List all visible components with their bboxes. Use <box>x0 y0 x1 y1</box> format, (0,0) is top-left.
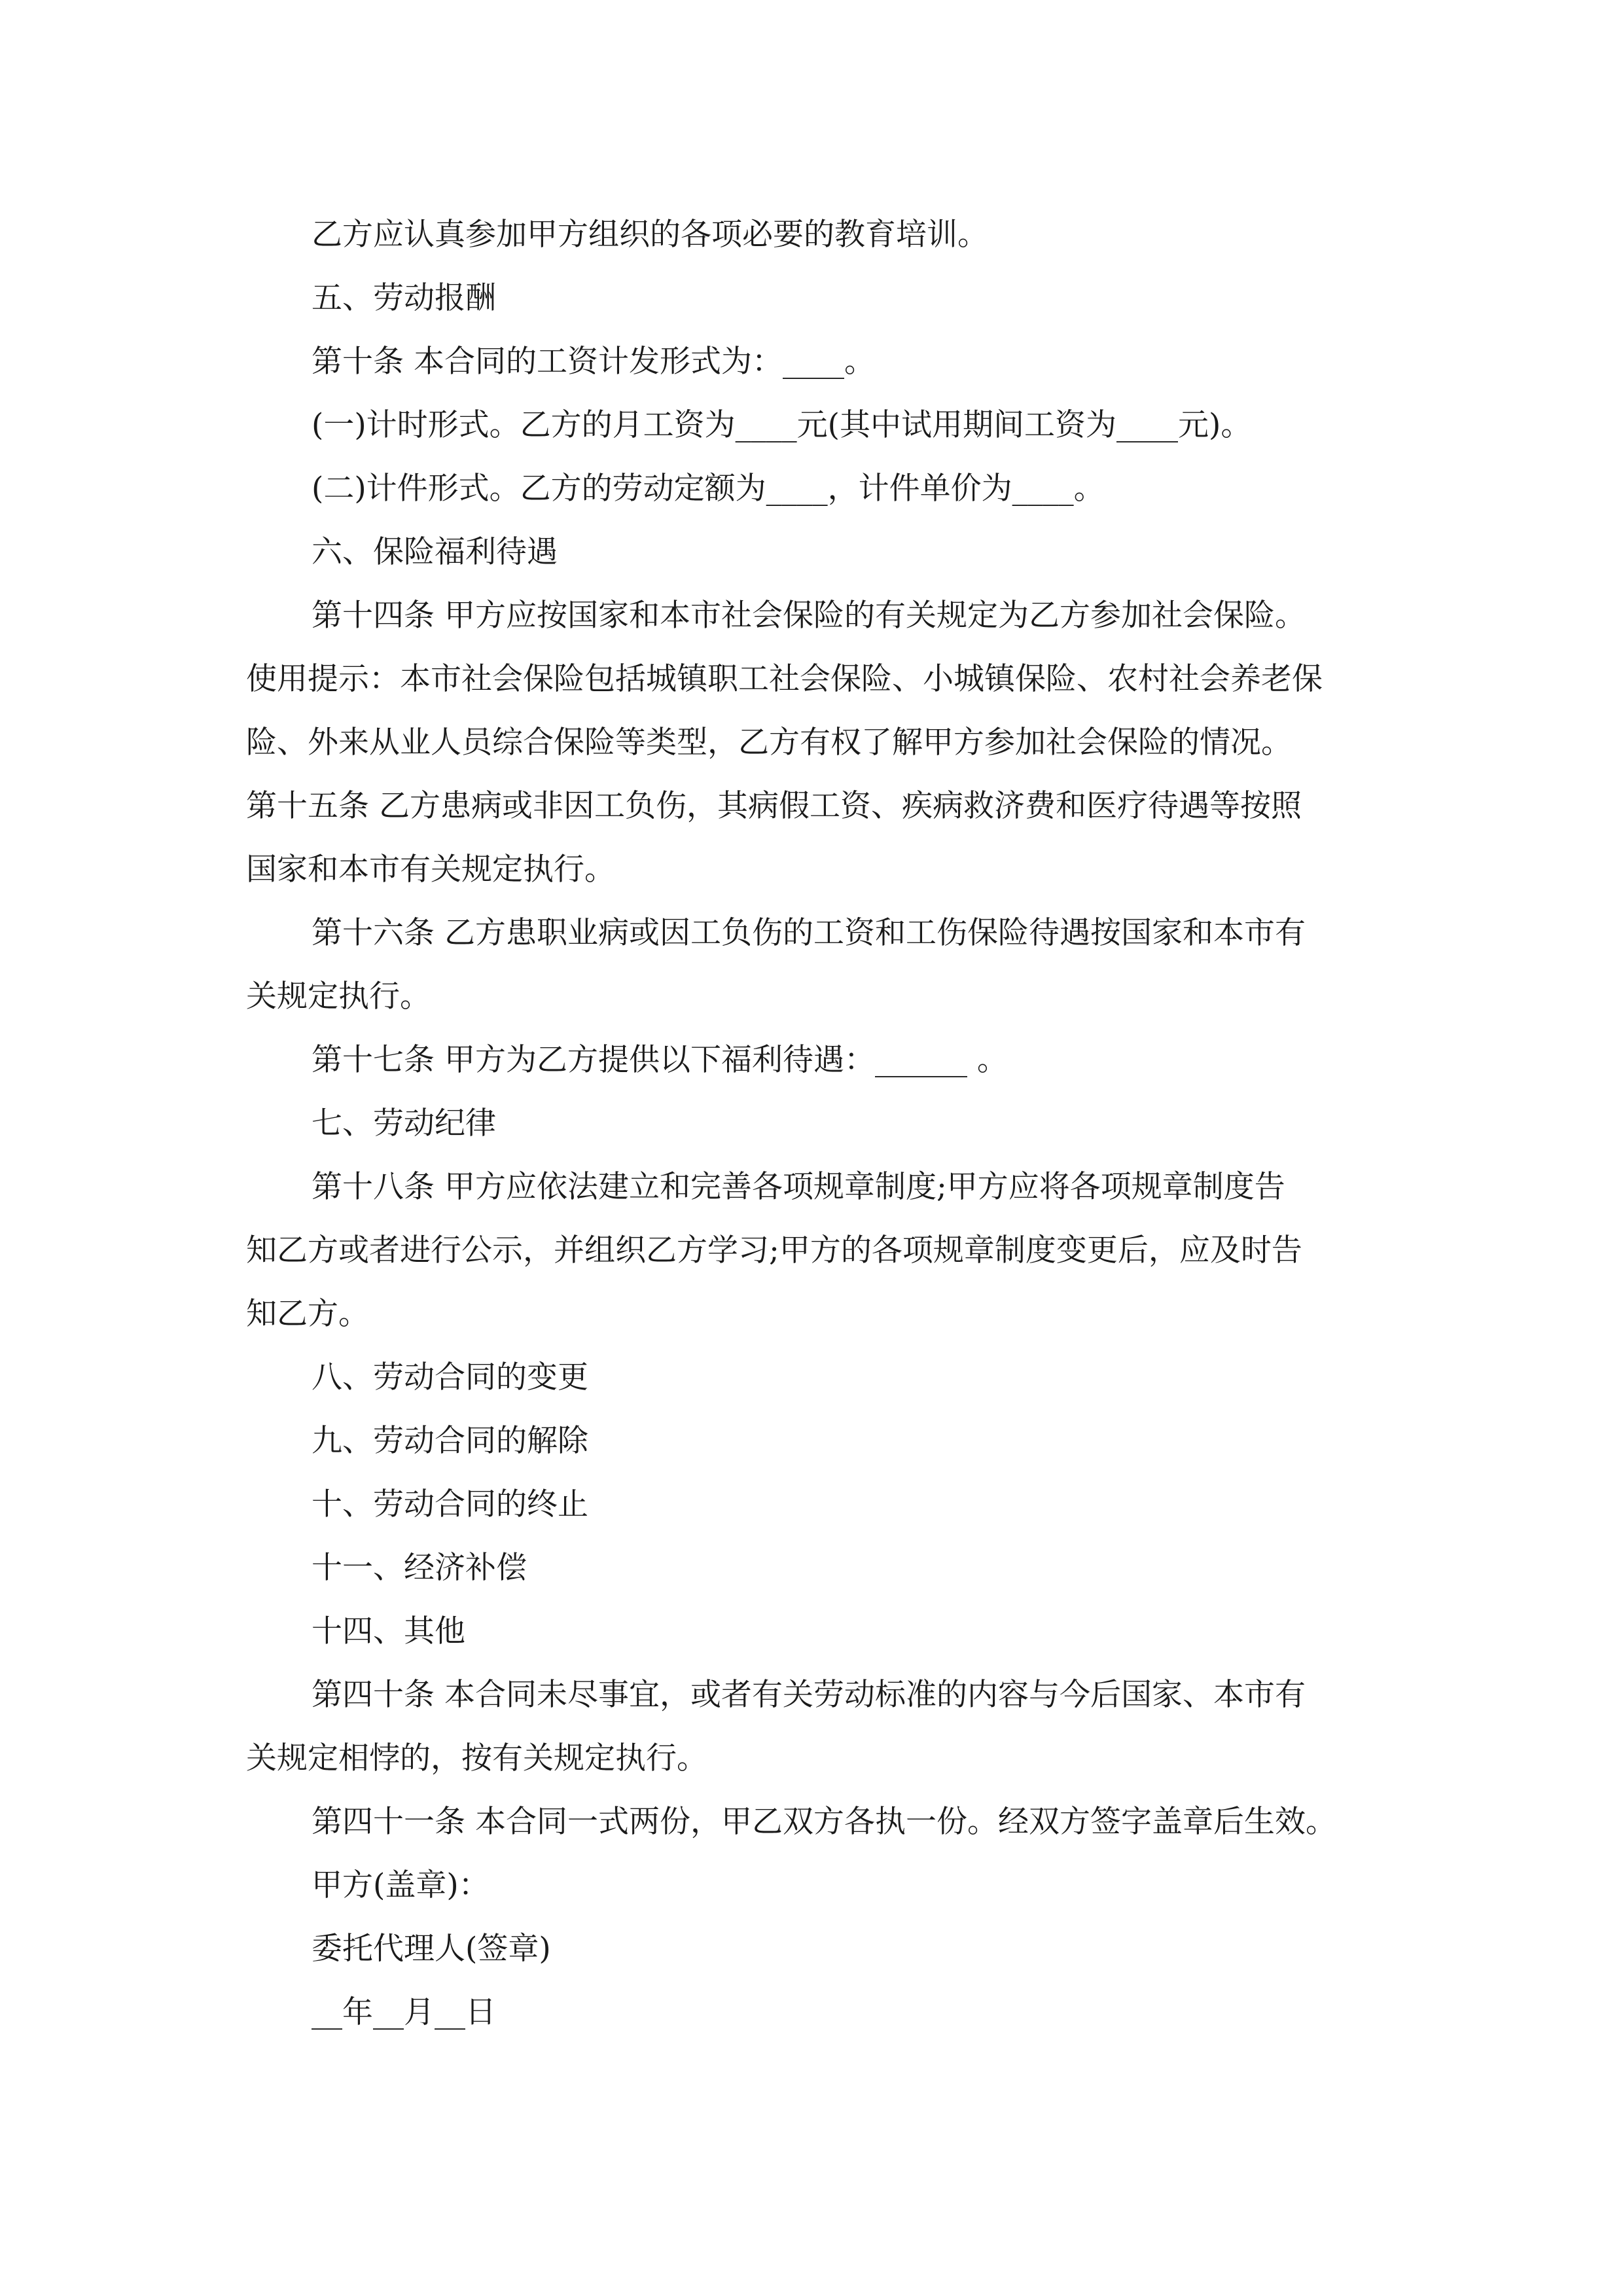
paragraph-line: 第十八条 甲方应依法建立和完善各项规章制度;甲方应将各项规章制度告 <box>312 1169 1285 1205</box>
section-heading: 十四、其他 <box>312 1613 465 1649</box>
signature-party-a: 甲方(盖章)： <box>312 1867 490 1903</box>
section-heading: 九、劳动合同的解除 <box>312 1423 588 1459</box>
section-heading: 十、劳动合同的终止 <box>312 1486 588 1522</box>
paragraph-line: 国家和本市有关规定执行。 <box>246 852 615 888</box>
paragraph-line: 关规定相悖的，按有关规定执行。 <box>246 1740 707 1776</box>
paragraph-line: 第四十一条 本合同一式两份，甲乙双方各执一份。经双方签字盖章后生效。 <box>312 1804 1336 1840</box>
paragraph-line: 险、外来从业人员综合保险等类型，乙方有权了解甲方参加社会保险的情况。 <box>246 725 1292 761</box>
paragraph-line: 第四十条 本合同未尽事宜，或者有关劳动标准的内容与今后国家、本市有 <box>312 1677 1306 1713</box>
section-heading: 十一、经济补偿 <box>312 1550 527 1586</box>
paragraph-line: 关规定执行。 <box>246 978 431 1014</box>
paragraph-line: 知乙方或者进行公示，并组织乙方学习;甲方的各项规章制度变更后，应及时告 <box>246 1232 1302 1268</box>
section-heading: 六、保险福利待遇 <box>312 534 558 570</box>
paragraph-line: 使用提示：本市社会保险包括城镇职工社会保险、小城镇保险、农村社会养老保 <box>246 661 1323 697</box>
paragraph-line: (一)计时形式。乙方的月工资为____元(其中试用期间工资为____元)。 <box>312 407 1252 443</box>
paragraph-line: 第十条 本合同的工资计发形式为：____。 <box>312 344 875 380</box>
signature-agent: 委托代理人(签章) <box>312 1931 551 1967</box>
paragraph-line: (二)计件形式。乙方的劳动定额为____，计件单价为____。 <box>312 471 1105 507</box>
signature-date: __年__月__日 <box>312 1994 496 2030</box>
paragraph-line: 第十六条 乙方患职业病或因工负伤的工资和工伤保险待遇按国家和本市有 <box>312 915 1306 951</box>
section-heading: 八、劳动合同的变更 <box>312 1359 588 1395</box>
paragraph-line: 第十五条 乙方患病或非因工负伤，其病假工资、疾病救济费和医疗待遇等按照 <box>246 788 1302 824</box>
paragraph-line: 第十七条 甲方为乙方提供以下福利待遇：______ 。 <box>312 1042 1008 1078</box>
paragraph-line: 第十四条 甲方应按国家和本市社会保险的有关规定为乙方参加社会保险。 <box>312 598 1306 634</box>
section-heading: 五、劳动报酬 <box>312 280 496 316</box>
document-body <box>246 203 1398 2044</box>
section-heading: 七、劳动纪律 <box>312 1105 496 1141</box>
paragraph-line: 乙方应认真参加甲方组织的各项必要的教育培训。 <box>312 217 988 253</box>
paragraph-line: 知乙方。 <box>246 1296 369 1332</box>
